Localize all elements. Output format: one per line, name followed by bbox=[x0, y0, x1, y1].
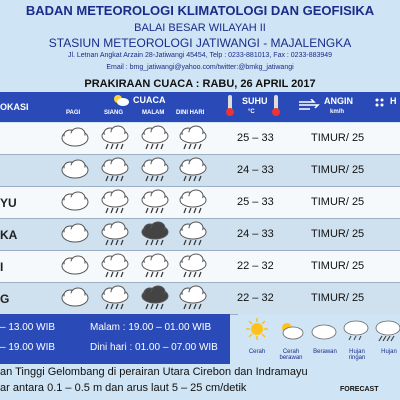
rain-icon bbox=[100, 189, 130, 217]
sun-icon bbox=[246, 318, 268, 340]
col-cuaca: CUACA bbox=[133, 95, 166, 105]
table-row bbox=[0, 187, 400, 219]
row-angin: TIMUR/ 25 bbox=[311, 196, 365, 208]
partly-cloudy-icon bbox=[112, 93, 130, 107]
malam-time: Malam : 19.00 – 01.00 WIB bbox=[90, 322, 212, 333]
rain-icon bbox=[178, 253, 208, 281]
col-siang: SIANG bbox=[104, 110, 124, 116]
thermometer-icon bbox=[272, 95, 280, 117]
legend-hujan: Hujan bbox=[381, 349, 397, 355]
dini-time: Dini hari : 01.00 – 07.00 WIB bbox=[90, 342, 218, 353]
table-row bbox=[0, 283, 400, 315]
pagi-time: – 13.00 WIB bbox=[0, 322, 56, 333]
weather-legend bbox=[238, 314, 400, 364]
rain-icon bbox=[140, 125, 170, 153]
row-suhu: 25 – 33 bbox=[237, 132, 274, 144]
legend-cerah: Cerah bbox=[248, 349, 266, 355]
rain-icon bbox=[178, 221, 208, 249]
table-row bbox=[0, 251, 400, 283]
agency-title: BADAN METEOROLOGI KLIMATOLOGI DAN GEOFISIKA bbox=[25, 3, 375, 18]
header bbox=[0, 0, 400, 96]
row-suhu: 22 – 32 bbox=[237, 260, 274, 272]
col-lokasi: OKASI bbox=[0, 102, 29, 112]
col-dini: DINI HARI bbox=[176, 110, 205, 116]
col-angin-unit: km/h bbox=[330, 109, 345, 115]
row-location: I bbox=[0, 260, 4, 274]
contact: Email : bmg_jatiwangi@yahoo.com/twitter:@bmkg_jatiwangi bbox=[106, 64, 294, 71]
col-angin: ANGIN bbox=[324, 96, 353, 106]
row-suhu: 24 – 33 bbox=[237, 228, 274, 240]
wave-range: ar antara 0.1 – 0.5 m dan arus laut 5 – 25 cm/detik bbox=[0, 382, 247, 394]
rain-icon bbox=[178, 157, 208, 185]
rain-icon bbox=[100, 253, 130, 281]
rain-icon bbox=[178, 189, 208, 217]
wave-note: an Tinggi Gelombang di perairan Utara Cirebon dan Indramayu bbox=[0, 366, 308, 378]
row-location: KA bbox=[0, 228, 18, 242]
brand-label: FORECAST bbox=[340, 386, 379, 393]
legend-hujan-ringan: Hujan ringan bbox=[348, 349, 366, 361]
row-angin: TIMUR/ 25 bbox=[311, 292, 365, 304]
rain-icon bbox=[374, 318, 400, 342]
agency-subtitle: BALAI BESAR WILAYAH II bbox=[134, 22, 266, 34]
forecast-title: PRAKIRAAN CUACA : RABU, 26 APRIL 2017 bbox=[84, 78, 316, 90]
siang-time: – 19.00 WIB bbox=[0, 342, 56, 353]
cloudy-icon bbox=[60, 253, 90, 281]
time-legend bbox=[0, 314, 230, 364]
marine-note bbox=[0, 364, 400, 400]
row-suhu: 22 – 32 bbox=[237, 292, 274, 304]
col-pagi: PAGI bbox=[66, 110, 81, 116]
row-location: YU bbox=[0, 196, 17, 210]
table-row bbox=[0, 219, 400, 251]
cloudy-icon bbox=[310, 320, 338, 340]
col-suhu: SUHU bbox=[242, 96, 268, 106]
rain-icon bbox=[178, 125, 208, 153]
light-rain-icon bbox=[342, 318, 370, 342]
row-location: G bbox=[0, 292, 10, 306]
address: Jl. Letnan Angkat Arzain 28-Jatiwangi 45454, Telp : 0233-881013, Fax : 0233-883949 bbox=[67, 52, 333, 59]
cloudy-icon bbox=[60, 157, 90, 185]
rain-icon bbox=[178, 285, 208, 313]
rain-icon bbox=[100, 125, 130, 153]
station-name: STASIUN METEOROLOGI JATIWANGI - MAJALENGKA bbox=[48, 36, 352, 50]
row-suhu: 24 – 33 bbox=[237, 164, 274, 176]
rain-icon bbox=[140, 157, 170, 185]
heavy-rain-icon bbox=[140, 221, 170, 249]
col-extra: H bbox=[390, 96, 397, 106]
cloudy-icon bbox=[60, 221, 90, 249]
cloudy-icon bbox=[60, 285, 90, 313]
rain-icon bbox=[140, 253, 170, 281]
row-angin: TIMUR/ 25 bbox=[311, 260, 365, 272]
legend-cerah-berawan: Cerah berawan bbox=[279, 349, 303, 361]
wind-icon bbox=[298, 99, 320, 111]
col-malam: MALAM bbox=[142, 110, 165, 116]
table-row bbox=[0, 155, 400, 187]
table-header bbox=[0, 92, 400, 122]
rain-icon bbox=[100, 285, 130, 313]
rain-icon bbox=[140, 189, 170, 217]
heavy-rain-icon bbox=[140, 285, 170, 313]
partly-cloudy-icon bbox=[278, 320, 304, 340]
row-angin: TIMUR/ 25 bbox=[311, 132, 365, 144]
row-angin: TIMUR/ 25 bbox=[311, 164, 365, 176]
rain-icon bbox=[100, 221, 130, 249]
cloudy-icon bbox=[60, 125, 90, 153]
rain-icon bbox=[100, 157, 130, 185]
row-suhu: 25 – 33 bbox=[237, 196, 274, 208]
row-angin: TIMUR/ 25 bbox=[311, 228, 365, 240]
legend-berawan: Berawan bbox=[313, 349, 337, 355]
thermometer-icon bbox=[226, 95, 234, 117]
cloudy-icon bbox=[60, 189, 90, 217]
col-suhu-unit: °C bbox=[248, 109, 255, 115]
grid-icon bbox=[374, 97, 388, 111]
table-row bbox=[0, 123, 400, 155]
